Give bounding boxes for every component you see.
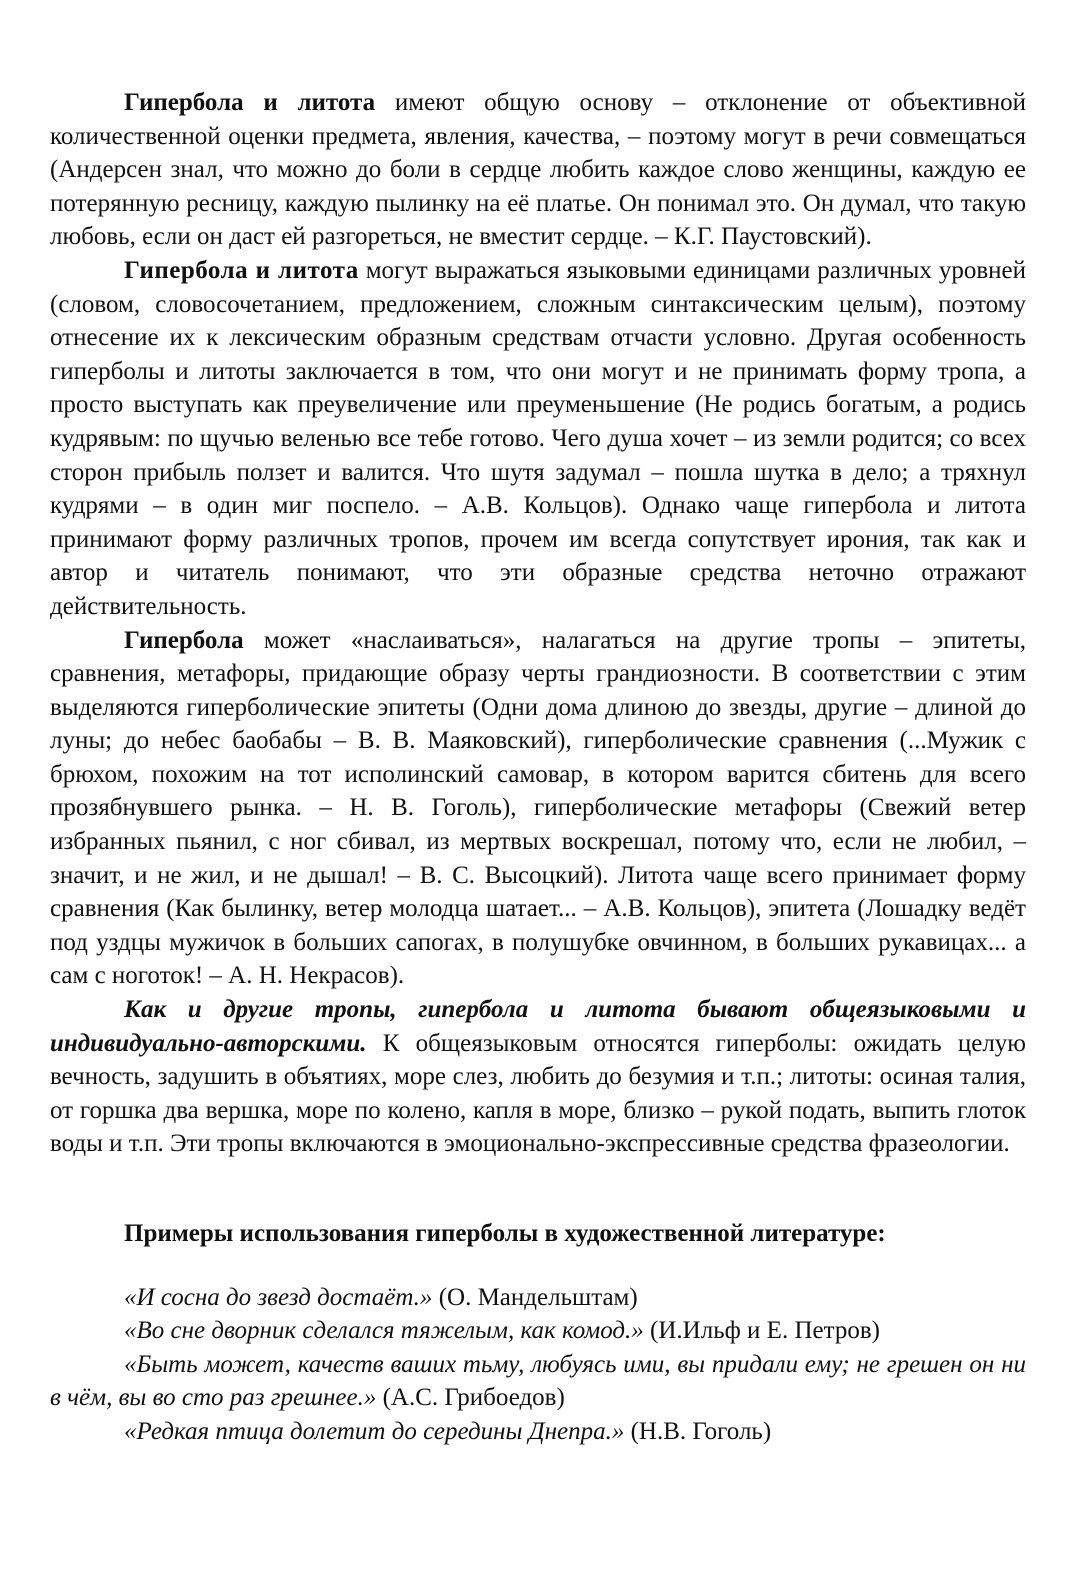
paragraph-3: [50, 624, 1026, 994]
paragraph-4-text: К общеязыковым относятся гиперболы: ожидать целую вечность, задушить в объятиях, море слез, любить до безумия и т.п.; литоты: осиная талия, от горшка два вершка, море по колено, капля в море, близко – рукой подать, выпить глоток воды и т.п. Эти тропы включаются в эмоционально-экспрессивные средства фразеологии.: [50, 1029, 1026, 1158]
example-4-author: (Н.В. Гоголь): [624, 1417, 772, 1445]
section-spacer: [50, 1161, 1026, 1217]
example-3: [50, 1348, 1026, 1415]
example-2-author: (И.Ильф и Е. Петров): [643, 1317, 880, 1345]
example-1-author: (О. Мандельштам): [432, 1283, 638, 1311]
example-4: [50, 1415, 1026, 1449]
paragraph-3-text: может «наслаиваться», налагаться на другие тропы – эпитеты, сравнения, метафоры, придающие образу черты грандиозности. В соответствии с этим выделяются гиперболические эпитеты (Одни дома длиною до звезды, другие – длиной до луны; до небес баобабы – В. В. Маяковский), гиперболические сравнения (...Мужик с брюхом, похожим на тот исполинский самовар, в котором варится сбитень для всего прозябнувшего рынка. – Н. В. Гоголь), гиперболические метафоры (Свежий ветер избранных пьянил, с ног сбивал, из мертвых воскрешал, потому что, если не любил, – значит, и не жил, и не дышал! – В. С. Высоцкий). Литота чаще всего принимает форму сравнения (Как былинку, ветер молодца шатает... – А.В. Кольцов), эпитета (Лошадку ведёт под уздцы мужичок в больших сапогах, в полушубке овчинном, в больших рукавицах... а сам с ноготок! – А. Н. Некрасов).: [50, 626, 1026, 990]
example-3-quote: «Быть может, качеств ваших тьму, любуясь ими, вы придали ему; не грешен он ни в чём, вы во сто раз грешнее.»: [50, 1350, 1026, 1412]
example-2-quote: «Во сне дворник сделался тяжелым, как комод.»: [124, 1317, 644, 1345]
example-4-quote: «Редкая птица долетит до середины Днепра.»: [124, 1417, 625, 1445]
example-3-author: (А.С. Грибоедов): [376, 1384, 565, 1412]
paragraph-4: [50, 993, 1026, 1161]
paragraph-2-lead: Гипербола и литота: [124, 256, 359, 284]
heading-spacer: [50, 1251, 1026, 1281]
paragraph-4-lead: Как и другие тропы, гипербола и литота бывают общеязыковыми и индивидуально-авторскими.: [50, 996, 1026, 1057]
examples-heading: Примеры использования гиперболы в художественной литературе:: [124, 1220, 886, 1247]
paragraph-1-lead: Гипербола и литота: [124, 89, 376, 116]
paragraph-2: [50, 254, 1026, 624]
paragraph-1-text: имеют общую основу – отклонение от объективной количественной оценки предмета, явления, качества, – поэтому могут в речи совмещаться (Андерсен знал, что можно до боли в сердце любить каждое слово женщины, каждую ее потерянную ресницу, каждую пылинку на её платье. Он понимал это. Он думал, что такую любовь, если он даст ей разгореться, не вместит сердце. – К.Г. Паустовский).: [50, 89, 1026, 251]
example-1-quote: «И сосна до звезд достаёт.»: [124, 1283, 433, 1311]
paragraph-3-lead: Гипербола: [124, 626, 244, 654]
example-2: [50, 1314, 1026, 1348]
paragraph-2-text: могут выражаться языковыми единицами различных уровней (словом, словосочетанием, предложением, сложным синтаксическим целым), поэтому отнесение их к лексическим образным средствам отчасти условно. Другая особенность гиперболы и литоты заключается в том, что они могут и не принимать форму тропа, а просто выступать как преувеличение или преуменьшение (Не родись богатым, а родись кудрявым: по щучью веленью все тебе готово. Чего душа хочет – из земли родится; со всех сторон прибыль ползет и валится. Что шутя задумал – пошла шутка в дело; а тряхнул кудрями – в один миг поспело. – А.В. Кольцов). Однако чаще гипербола и литота принимают форму различных тропов, прочем им всегда сопутствует ирония, так как и автор и читатель понимают, что эти образные средства неточно отражают действительность.: [50, 256, 1026, 620]
paragraph-1: [50, 86, 1026, 254]
example-1: [50, 1281, 1026, 1315]
